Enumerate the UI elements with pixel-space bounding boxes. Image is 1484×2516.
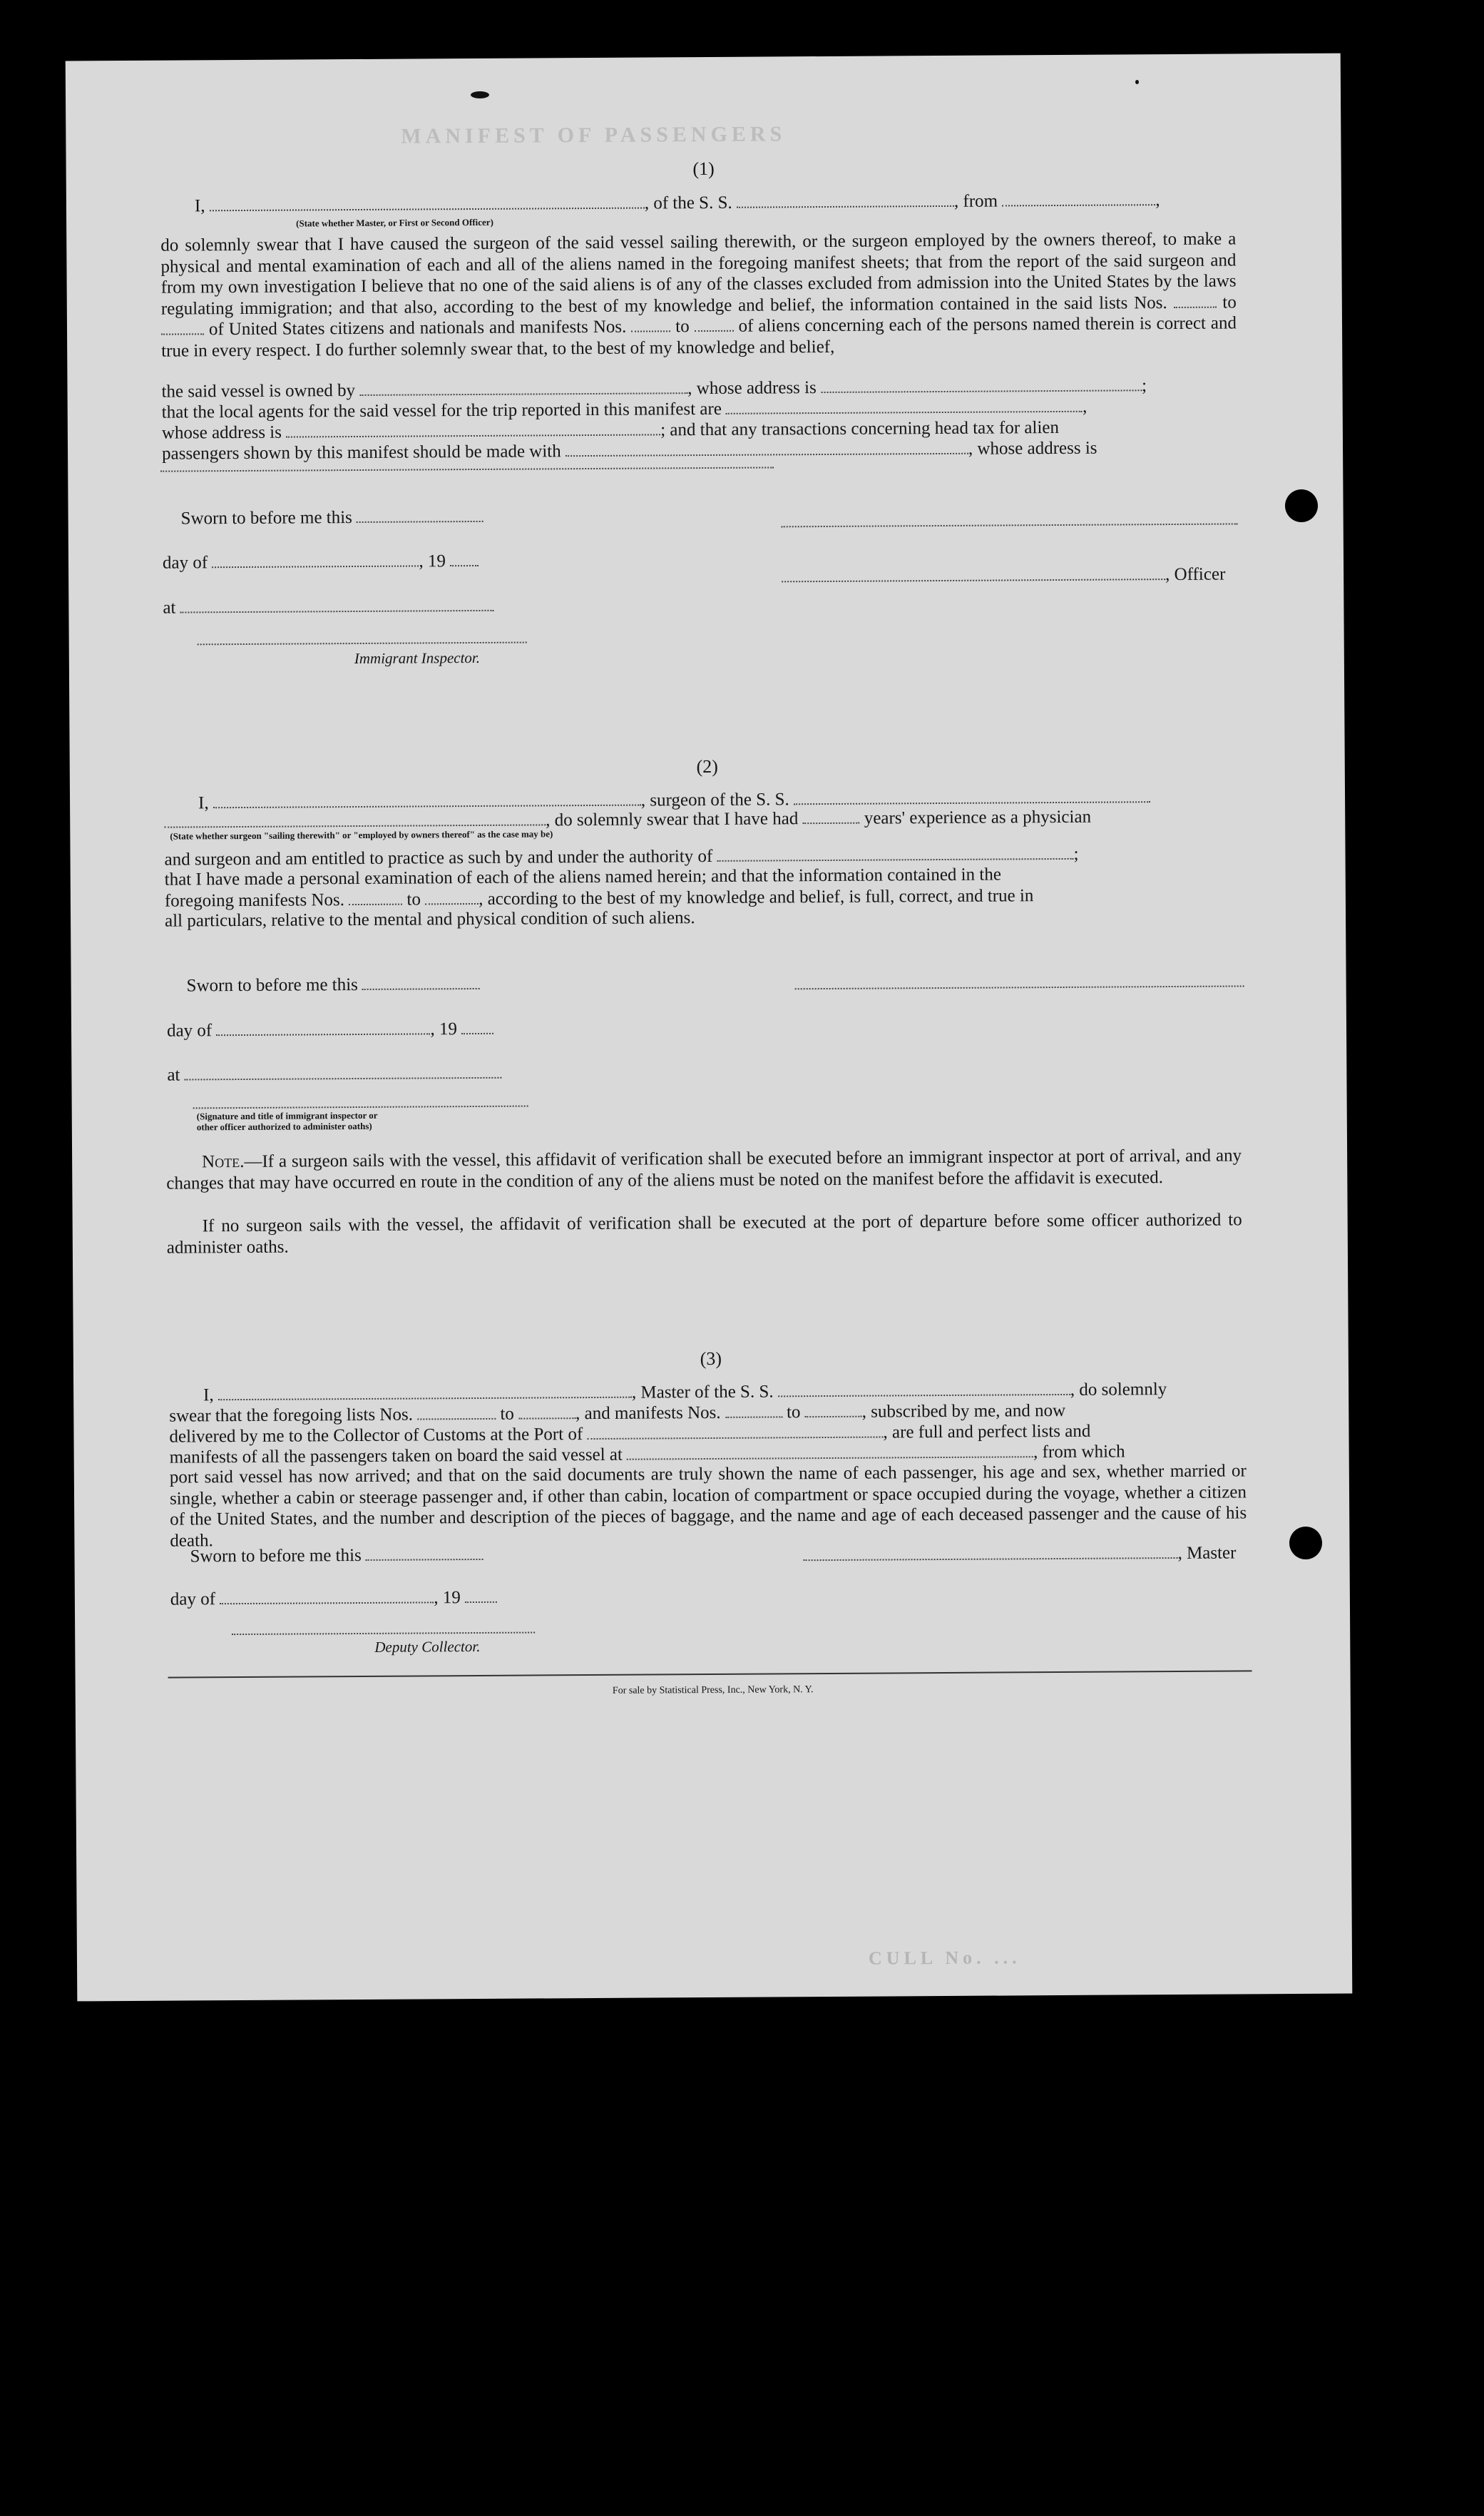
s1-nineteen: , 19 [419, 551, 446, 571]
s3-master: , Master [1177, 1543, 1237, 1563]
s1-to-2: to [675, 317, 690, 337]
s3-subscribed: , subscribed by me, and now [861, 1400, 1066, 1422]
s3-to-2: to [786, 1402, 801, 1422]
s1-whose-address-is: whose address is [161, 422, 282, 443]
s1-whose-address-end: , whose address is [968, 438, 1097, 459]
s1-paragraph-a [160, 228, 1237, 361]
s1-caption: (State whether Master, or First or Second Officer) [296, 216, 493, 229]
section-2-number: (2) [696, 755, 719, 778]
s3-day-of-text: day of [170, 1589, 216, 1609]
ink-speck [471, 91, 489, 98]
s2-note-text: —If a surgeon sails with the vessel, this affidavit of verification shall be executed before an immigrant inspector at port of arrival, and any changes that may have occurred en route in the condition of any of the aliens must be noted on the manifest before the affidavit is executed. [166, 1146, 1242, 1193]
s2-surgeon-of: , surgeon of the S. S. [640, 790, 789, 810]
s1-at-text: at [163, 598, 176, 618]
s2-day-of [167, 1019, 493, 1041]
s2-foregoing: foregoing manifests Nos. [164, 890, 345, 911]
s3-master-of: , Master of the S. S. [631, 1382, 774, 1402]
s3-sworn [190, 1544, 483, 1567]
s2-years: years' experience as a physician [864, 807, 1092, 828]
s3-swear-lists: swear that the foregoing lists Nos. [169, 1405, 414, 1426]
s2-at-text: at [167, 1065, 180, 1085]
s3-sworn-text: Sworn to before me this [190, 1545, 362, 1567]
s1-owned-by: the said vessel is owned by [161, 381, 356, 402]
s3-day-of [170, 1587, 497, 1610]
s2-examination: that I have made a personal examination of each of the aliens named herein; and that the information contained in the [164, 865, 1001, 890]
s1-text-a: do solemnly swear that I have caused the surgeon of the said vessel sailing therewith, or the surgeon employed by the owners thereof, to make a physical and mental examination of each and all of the aliens named in the foregoing manifest sheets; that from the report of the said surgeon and from my own investigation I believe that no one of the said aliens is of any of the classes excluded from admission into the United States by the laws regulating immigration; and that also, according to the best of my knowledge and belief, the information contained in the said lists Nos. [160, 229, 1237, 319]
faded-header: MANIFEST OF PASSENGERS [401, 122, 787, 148]
s1-text-b: therein is correct and true in every respect. I do further solemnly swear that, to the best of my knowledge and belief, [161, 313, 1237, 361]
s2-semicolon: ; [1073, 844, 1079, 864]
s2-authority: and surgeon and am entitled to practice as such by and under the authority of [164, 846, 713, 870]
s1-at [163, 596, 493, 618]
s1-semicolon: ; [1141, 376, 1147, 396]
s2-note-2: If no surgeon sails with the vessel, the affidavit of verification shall be executed at the port of departure before some officer authorized to administer oaths. [166, 1210, 1242, 1258]
s1-end: , [1155, 190, 1160, 210]
s2-sig-caption-2: other officer authorized to administer oaths) [196, 1120, 372, 1133]
s3-i: I, [203, 1385, 214, 1405]
s1-i: I, [194, 196, 205, 216]
punch-hole-top [1285, 489, 1318, 522]
s2-note-label: Note. [202, 1151, 245, 1172]
s1-of-ss: , of the S. S. [644, 193, 732, 213]
s3-full-perfect: , are full and perfect lists and [883, 1421, 1091, 1442]
s3-delivered: delivered by me to the Collector of Customs at the Port of [169, 1425, 583, 1447]
s3-manifests-all: manifests of all the passengers taken on board the said vessel at [169, 1445, 623, 1467]
s1-officer: , Officer [1165, 564, 1226, 585]
s2-particulars: all particulars, relative to the mental and physical condition of such aliens. [164, 908, 695, 931]
s1-day-of [163, 551, 479, 574]
s1-sworn-text: Sworn to before me this [180, 508, 352, 529]
s2-according: , according to the best of my knowledge and belief, is full, correct, and true in [479, 886, 1034, 909]
s1-comma: , [1083, 397, 1088, 417]
s1-line-of: of United States citizens and nationals and manifests Nos. [208, 317, 627, 340]
s3-do-solemnly: , do solemnly [1070, 1380, 1167, 1400]
s2-i: I, [198, 793, 209, 813]
s3-deputy: Deputy Collector. [374, 1637, 481, 1656]
s2-sworn-text: Sworn to before me this [186, 975, 358, 996]
s1-whose-address: , whose address is [687, 378, 817, 399]
s1-transactions: ; and that any transactions concerning head tax for alien [660, 417, 1060, 440]
s3-master-line [803, 1542, 1236, 1566]
s2-sig-caption-1: (Signature and title of immigrant inspector or [196, 1109, 378, 1122]
section-1-line-1 [195, 190, 1160, 216]
s1-local-agents: that the local agents for the said vessel for the trip reported in this manifest are [161, 399, 722, 422]
s2-nineteen: , 19 [430, 1019, 458, 1039]
s1-from: , from [953, 191, 998, 211]
bottom-faint-stamp: CULL No. ... [868, 1947, 1021, 1969]
s1-of-aliens: of aliens concerning each of the persons named [738, 314, 1080, 336]
section-1-number: (1) [692, 158, 715, 180]
s2-note [166, 1145, 1242, 1193]
s1-officer-line [782, 564, 1225, 588]
s1-inspector: Immigrant Inspector. [354, 648, 481, 668]
s2-sworn [187, 974, 481, 997]
s1-to-1: to [1222, 292, 1237, 312]
s3-paragraph: port said vessel has now arrived; and that on the said documents are truly shown the name of each passenger, his age and sex, whether married or single, whether a cabin or steerage passenger and, if other than cabin, location of compartment or space occupied during the voyage, whether a citizen of the United States, and the number and description of the pieces of baggage, and the name and age of each deceased passenger and the cause of his death. [169, 1461, 1247, 1551]
page-footer: For sale by Statistical Press, Inc., New York, N. Y. [612, 1684, 814, 1696]
punch-hole-bottom [1289, 1527, 1322, 1559]
s3-to-1: to [500, 1404, 514, 1424]
s2-solemnly: , do solemnly swear that I have had [546, 809, 799, 830]
s3-and-manifests: , and manifests Nos. [575, 1402, 721, 1424]
s1-sworn [181, 506, 484, 529]
s1-day-of-text: day of [162, 553, 208, 573]
ink-speck [1135, 80, 1139, 84]
s3-nineteen: , 19 [434, 1588, 461, 1608]
s1-passengers: passengers shown by this manifest should be made with [161, 442, 561, 464]
s2-day-of-text: day of [166, 1021, 213, 1041]
s2-at [167, 1063, 501, 1086]
section-3-number: (3) [700, 1348, 722, 1370]
s3-from-which: , from which [1033, 1442, 1125, 1462]
s2-foregoing-line [165, 885, 1034, 911]
s2-caption: (State whether surgeon "sailing therewith" or "employed by owners thereof" as the case may be) [170, 828, 553, 842]
s2-to: to [406, 890, 421, 910]
manifest-affidavit-page [66, 54, 1353, 2002]
